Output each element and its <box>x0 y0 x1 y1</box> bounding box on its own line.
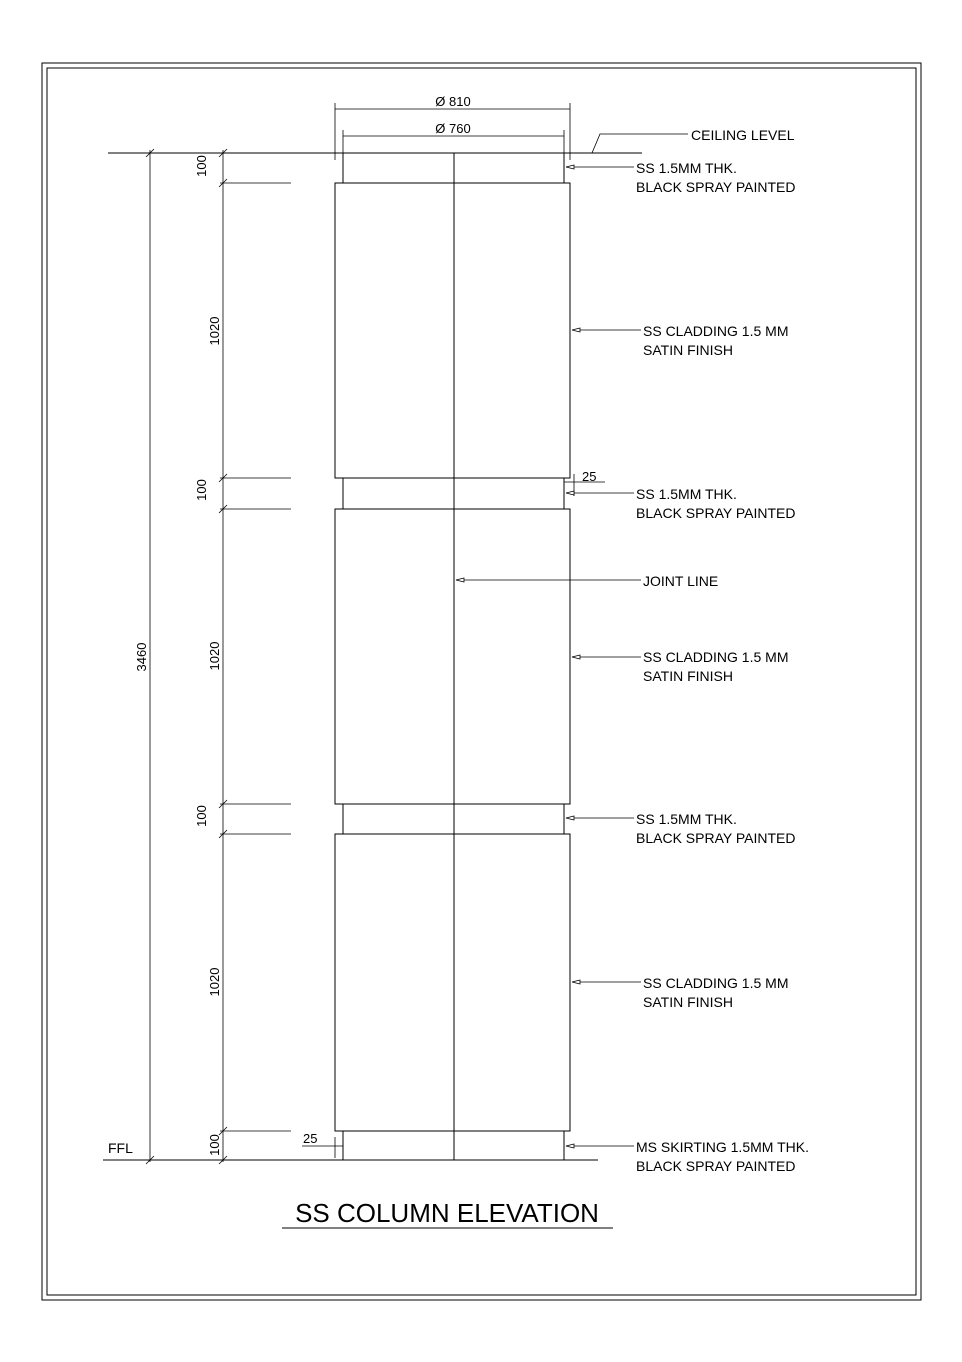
callout-cladding-3 <box>572 975 788 1010</box>
callout-line: SS CLADDING 1.5 MM <box>643 975 789 991</box>
segment-dimension-label: 100 <box>194 479 209 501</box>
total-height-label: 3460 <box>134 642 149 672</box>
cladding-panel-bottom <box>335 834 570 1131</box>
callout-line: SATIN FINISH <box>643 668 733 684</box>
offset-dimension-bottom <box>302 1131 343 1158</box>
callout-line: SS CLADDING 1.5 MM <box>643 323 789 339</box>
ffl-label: FFL <box>108 1140 133 1156</box>
callout-band-1 <box>566 160 796 195</box>
callout-skirting <box>566 1139 809 1174</box>
column <box>335 153 570 1160</box>
callout-line: SS 1.5MM THK. <box>636 811 737 827</box>
callout-joint-line <box>456 573 718 589</box>
cladding-panel-middle <box>335 509 570 804</box>
callout-cladding-1 <box>572 323 788 358</box>
ceiling-leader <box>592 134 688 153</box>
cladding-panel-top <box>335 183 570 478</box>
segment-dimension-label: 1020 <box>207 316 222 346</box>
callout-line: BLACK SPRAY PAINTED <box>636 179 796 195</box>
callout-line: SATIN FINISH <box>643 994 733 1010</box>
callout-line: JOINT LINE <box>643 573 719 589</box>
outer-border <box>42 63 921 1300</box>
callout-line: SATIN FINISH <box>643 342 733 358</box>
callout-line: MS SKIRTING 1.5MM THK. <box>636 1139 809 1155</box>
inner-diameter-label: Ø 760 <box>435 121 471 136</box>
inner-border <box>47 68 916 1295</box>
callout-band-2 <box>566 486 796 521</box>
segment-dimension-label: 100 <box>207 1134 222 1156</box>
segment-dimension-label: 1020 <box>207 967 222 997</box>
offset-top-label: 25 <box>582 469 597 484</box>
callout-line: BLACK SPRAY PAINTED <box>636 1158 796 1174</box>
segment-dimension-label: 100 <box>194 805 209 827</box>
callout-line: BLACK SPRAY PAINTED <box>636 505 796 521</box>
callout-line: SS 1.5MM THK. <box>636 160 737 176</box>
segment-dimension-label: 1020 <box>207 641 222 671</box>
callout-line: SS 1.5MM THK. <box>636 486 737 502</box>
offset-bottom-label: 25 <box>303 1131 318 1146</box>
callout-cladding-2 <box>572 649 788 684</box>
segment-dimensions <box>194 149 291 1164</box>
outer-diameter-label: Ø 810 <box>435 94 471 109</box>
diameter-dimensions <box>335 94 570 160</box>
drawing-title: SS COLUMN ELEVATION <box>295 1198 599 1228</box>
callout-line: SS CLADDING 1.5 MM <box>643 649 789 665</box>
callout-band-3 <box>566 811 796 846</box>
segment-dimension-label: 100 <box>194 155 209 177</box>
ceiling-level-label: CEILING LEVEL <box>691 127 795 143</box>
total-height-dimension <box>134 149 154 1164</box>
callout-line: BLACK SPRAY PAINTED <box>636 830 796 846</box>
